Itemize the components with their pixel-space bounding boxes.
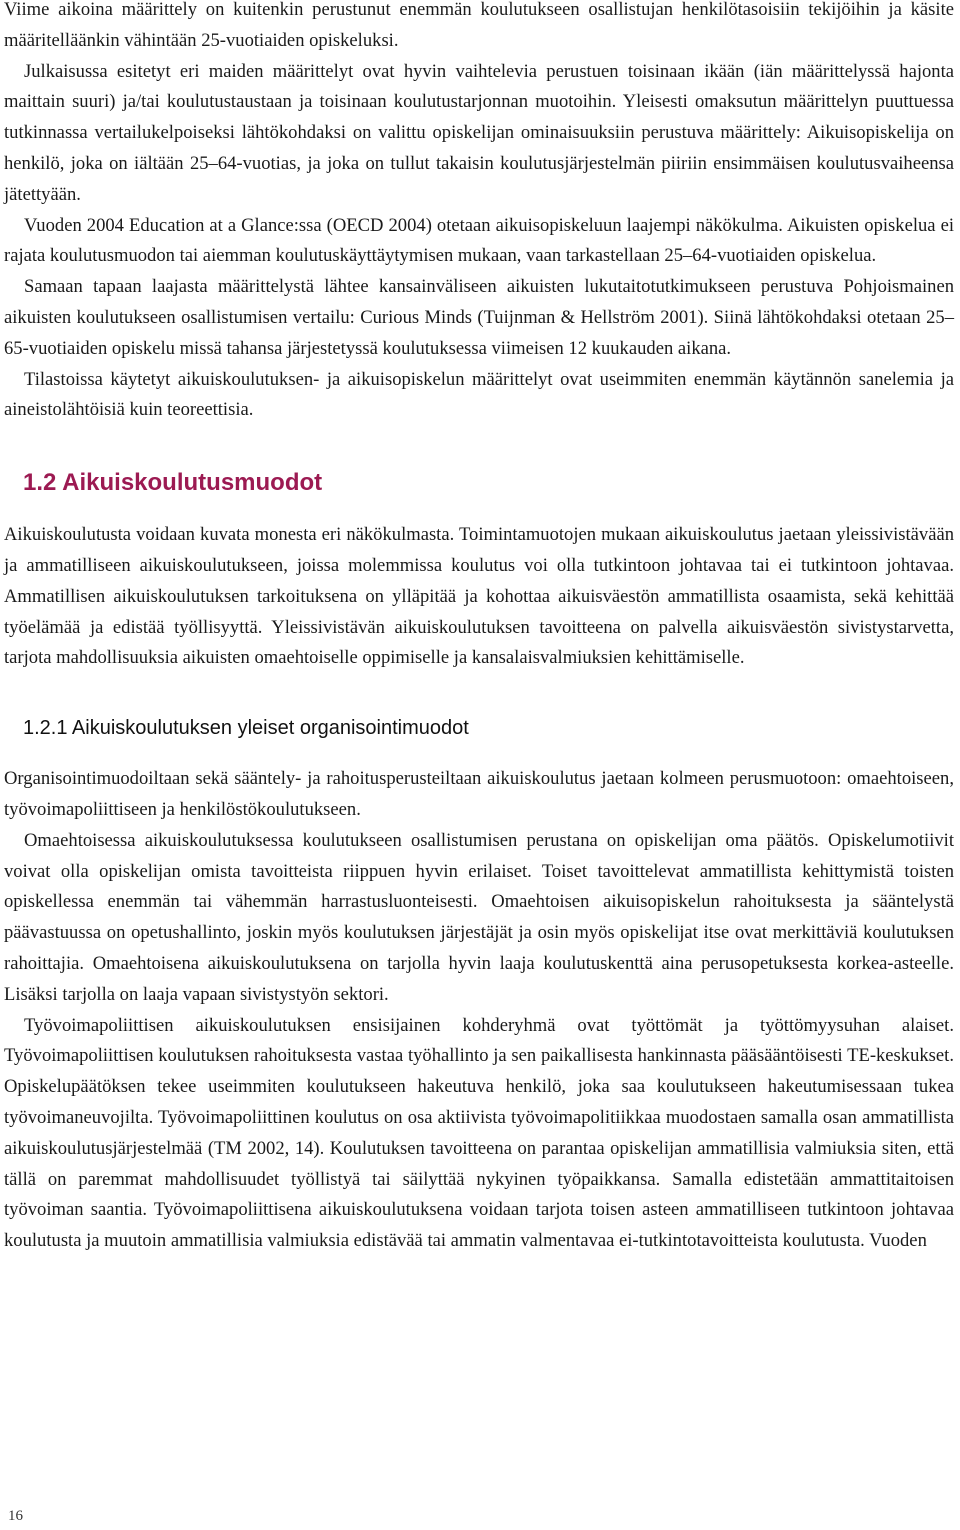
paragraph-adult-education-forms: Aikuiskoulutusta voidaan kuvata monesta eri näkökulmasta. Toimintamuotojen mukaan aikuiskoulutus jaetaan yleissivistävään ja ammatilliseen aikuiskoulutukseen, joissa molemmissa koulutus voi olla tutkintoon johtavaa tai ei tutkintoon johtavaa. Ammatillisen aikuiskoulutuksen tarkoituksena on ylläpitää ja kohottaa aikuisväestön ammatillista osaamista, sekä kehittää työelämää ja edistää työllisyyttä. Yleissivistävän aikuiskoulutuksen tavoitteena on palvella aikuisväestön sivistystarvetta, tarjota mahdollisuuksia aikuisten omaehtoiselle oppimiselle ja kansalaisvalmiuksien kehittämiselle. xyxy=(4,524,954,669)
paragraph-self-motivated-education: Omaehtoisessa aikuiskoulutuksessa koulutukseen osallistumisen perustana on opiskelijan oma päätös. Opiskelumotiivit voivat olla opiskelijan omista tavoitteista riippuen hyvin erilaiset. Toiset tavoittelevat ammatillista kehittymistä toisten opiskellessa enemmän tai vähemmän harrastusluonteisesti. Omaehtoisen aikuisopiskelun rahoituksesta ja sääntelystä päävastuussa on opetushallinto, joskin myös koulutuksen järjestäjät ja osin myös opiskelijat itse ovat merkittäviä koulutuksen rahoittajia. Omaehtoisena aikuiskoulutuksena on tarjolla hyvin laaja koulutuskenttä aina perusopetuksesta korkea-asteelle. Lisäksi tarjolla on laaja vapaan sivistystyön sektori. xyxy=(4,829,954,1005)
page-number: 16 xyxy=(8,1508,23,1524)
paragraph-labour-policy-education: Työvoimapoliittisen aikuiskoulutuksen ensisijainen kohderyhmä ovat työttömät ja työttömyysuhan alaiset. Työvoimapoliittisen koulutuksen rahoituksesta vastaa työhallinto ja sen paikallisesta hankinnasta pääsääntöisesti TE-keskukset. Opiskelupäätöksen tekee useimmiten koulutukseen hakeutuva henkilö, joka saa koulutukseen hakeutumisessaan tukea työvoimaneuvojilta. Työvoimapoliittinen koulutus on osa aktiivista työvoimapolitiikkaa muodostaen samalla osan ammatillista aikuiskoulutusjärjestelmää (TM 2002, 14). Koulutuksen tavoitteena on parantaa opiskelijan ammatillisia valmiuksia siten, että tällä on paremmat mahdollisuudet työllistyä tai säilyttää nykyinen työpaikkansa. Samalla edistetään ammattitaitoisen työvoiman saantia. Työvoimapoliittisena aikuiskoulutuksena voidaan tarjota toisen asteen ammatilliseen tutkintoon johtavaa koulutusta ja muutoin ammatillisia valmiuksia edistävää tai ammatin valmentavaa ei-tutkintotavoitteista koulutusta. Vuoden xyxy=(4,1014,954,1252)
document-page xyxy=(4,0,954,1257)
paragraph-definitions-by-country: Julkaisussa esitetyt eri maiden määrittelyt ovat hyvin vaihtelevia perustuen toisinaan ikään (iän määrittelyssä hajonta maittain suuri) ja/tai koulutustaustaan ja toisinaan koulutustarjonnan muotoihin. Yleisesti omaksutun määrittelyn puuttuessa tutkinnassa vertailukelpoiseksi lähtökohdaksi on valittu opiskelijan ominaisuuksiin perustuva määrittely: Aikuisopiskelija on henkilö, joka on iältään 25–64-vuotias, ja joka on tullut takaisin koulutusjärjestelmän piiriin ensimmäisen koulutusvaiheensa jätettyään. xyxy=(4,60,954,205)
paragraph-organisation-forms: Organisointimuodoiltaan sekä sääntely- ja rahoitusperusteiltaan aikuiskoulutus jaetaan kolmeen perusmuotoon: omaehtoiseen, työvoimapoliittiseen ja henkilöstökoulutukseen. xyxy=(4,768,954,820)
paragraph-definition-intro: Viime aikoina määrittely on kuitenkin perustunut enemmän koulutukseen osallistujan henkilötasoisiin tekijöihin ja käsite määritelläänkin vähintään 25-vuotiaiden opiskeluksi. xyxy=(4,0,954,51)
paragraph-education-at-a-glance: Vuoden 2004 Education at a Glance:ssa (OECD 2004) otetaan aikuisopiskeluun laajempi näkökulma. Aikuisten opiskelua ei rajata koulutusmuodon tai aiemman koulutuskäyttäytymisen mukaan, vaan tarkastellaan 25–64-vuotiaiden opiskelua. xyxy=(4,214,954,267)
section-heading: 1.2 Aikuiskoulutusmuodot xyxy=(23,469,323,497)
paragraph-statistics-definitions: Tilastoissa käytetyt aikuiskoulutuksen- ja aikuisopiskelun määrittelyt ovat useimmiten enemmän käytännön sanelemia ja aineistolähtöisiä kuin teoreettisia. xyxy=(4,368,954,421)
paragraph-curious-minds: Samaan tapaan laajasta määrittelystä lähtee kansainväliseen aikuisten lukutaitotutkimukseen perustuva Pohjoismainen aikuisten koulutukseen osallistumisen vertailu: Curious Minds (Tuijnman & Hellström 2001). Siinä lähtökohdaksi otetaan 25–65-vuotiaiden opiskelu missä tahansa järjestetyssä koulutuksessa viimeisen 12 kuukauden aikana. xyxy=(4,276,954,359)
subsection-heading: 1.2.1 Aikuiskoulutuksen yleiset organisointimuodot xyxy=(23,717,469,740)
